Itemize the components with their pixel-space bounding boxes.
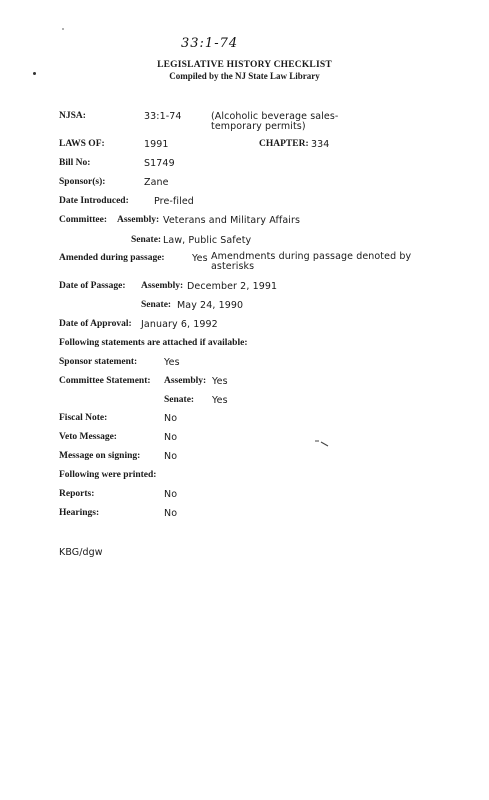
attached-statements-heading: Following statements are attached if available: [59,338,248,348]
njsa-label: NJSA: [59,111,86,121]
fiscal-note-label: Fiscal Note: [59,413,108,423]
laws-of-label: LAWS OF: [59,139,105,149]
bill-no-label: Bill No: [59,158,91,168]
document-subtitle: Compiled by the NJ State Law Library [169,71,320,81]
amended-note-line2: asterisks [211,261,255,272]
date-introduced-value: Pre-filed [154,196,194,207]
sponsor-statement-value: Yes [164,357,180,368]
committee-label: Committee: [59,215,108,225]
hearings-value: No [164,508,178,519]
committee-assembly-label: Assembly: [117,215,160,225]
committee-statement-assembly-value: Yes [212,376,228,387]
bill-no-value: S1749 [144,158,175,169]
veto-message-value: No [164,432,178,443]
chapter-label: CHAPTER: [259,139,309,149]
passage-assembly-label: Assembly: [141,281,184,291]
njsa-value: 33:1-74 [144,111,182,122]
committee-statement-senate-value: Yes [212,395,228,406]
amended-label: Amended during passage: [59,253,165,263]
document-title: LEGISLATIVE HISTORY CHECKLIST [157,60,332,70]
committee-senate-value: Law, Public Safety [163,235,252,246]
committee-statement-senate-label: Senate: [164,395,195,405]
sponsor-statement-label: Sponsor statement: [59,357,138,367]
laws-of-value: 1991 [144,139,169,150]
veto-message-label: Veto Message: [59,432,117,442]
approval-label: Date of Approval: [59,319,132,329]
reports-value: No [164,489,178,500]
committee-assembly-value: Veterans and Military Affairs [163,215,301,226]
passage-label: Date of Passage: [59,281,126,291]
typist-initials: KBG/dgw [59,547,103,558]
sponsors-label: Sponsor(s): [59,177,106,187]
hearings-label: Hearings: [59,508,100,518]
approval-value: January 6, 1992 [141,319,218,330]
signing-message-label: Message on signing: [59,451,141,461]
committee-statement-label: Committee Statement: [59,376,151,386]
fiscal-note-value: No [164,413,178,424]
amended-value: Yes [192,253,208,264]
passage-assembly-value: December 2, 1991 [187,281,278,292]
reports-label: Reports: [59,489,95,499]
passage-senate-value: May 24, 1990 [177,300,244,311]
amended-note-line1: Amendments during passage denoted by [211,251,412,262]
committee-senate-label: Senate: [131,235,162,245]
committee-statement-assembly-label: Assembly: [164,376,207,386]
njsa-description-line1: (Alcoholic beverage sales- [211,111,339,122]
date-introduced-label: Date Introduced: [59,196,129,206]
handwritten-reference: 33:1-74 [181,36,239,51]
scan-speck [62,28,64,30]
scan-mark [314,438,330,448]
njsa-description-line2: temporary permits) [211,121,306,132]
signing-message-value: No [164,451,178,462]
chapter-value: 334 [311,139,330,150]
sponsors-value: Zane [144,177,169,188]
printed-heading: Following were printed: [59,470,157,480]
passage-senate-label: Senate: [141,300,172,310]
